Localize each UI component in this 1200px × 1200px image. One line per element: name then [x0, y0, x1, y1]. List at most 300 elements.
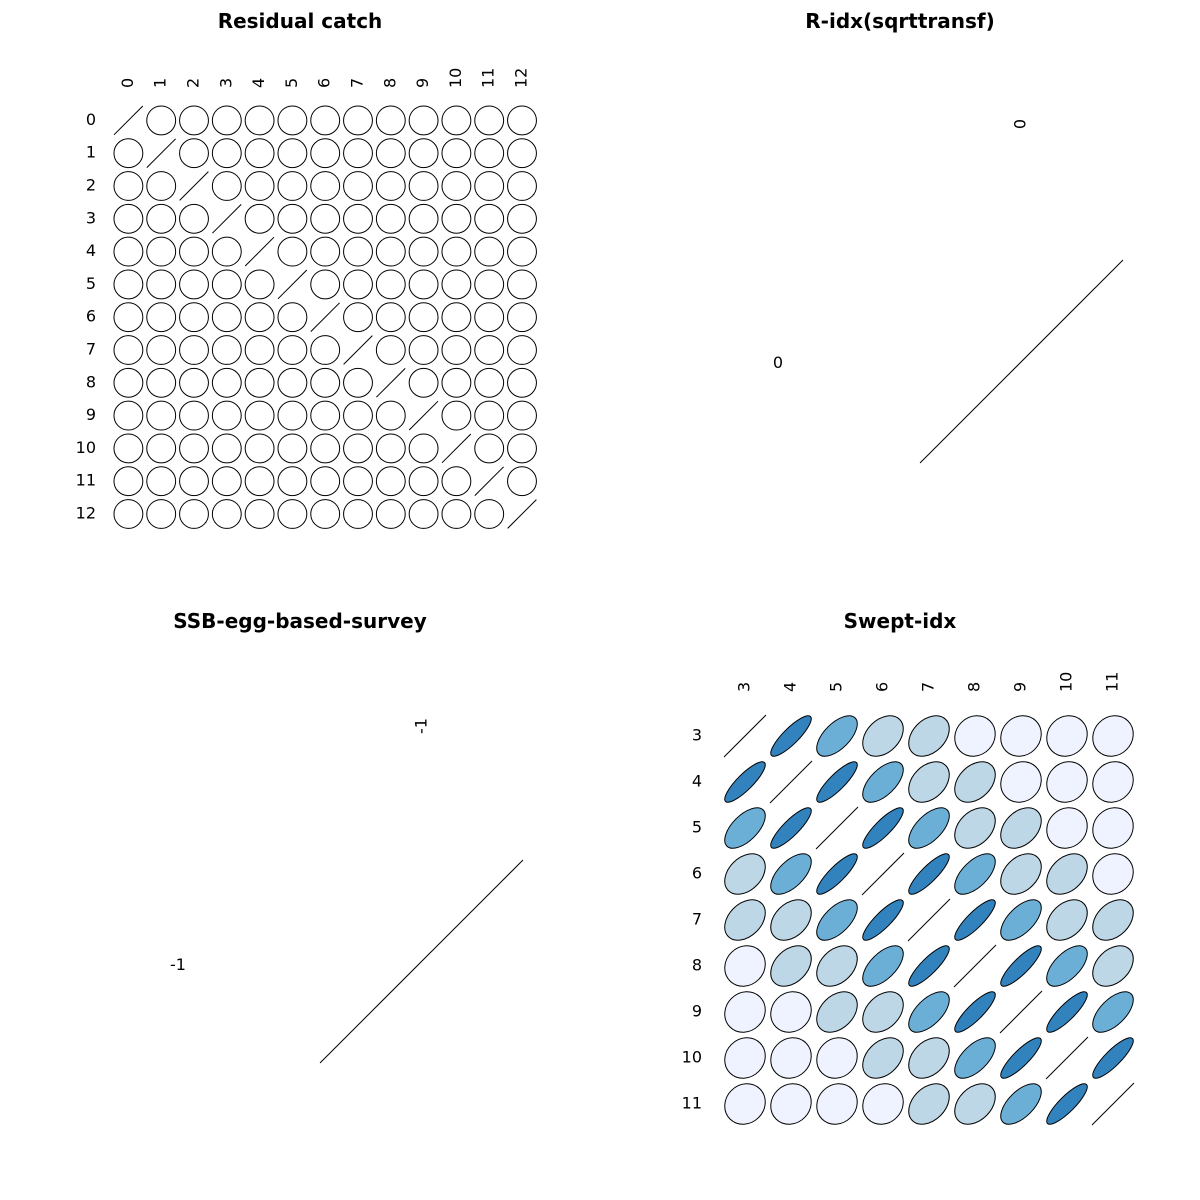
- correlation-ellipse: [403, 428, 444, 469]
- correlation-ellipse: [272, 461, 313, 502]
- correlation-ellipse: [206, 362, 247, 403]
- correlation-ellipse: [502, 166, 543, 207]
- correlation-ellipse: [436, 264, 477, 305]
- correlation-ellipse: [764, 847, 818, 901]
- correlation-ellipse: [305, 362, 346, 403]
- correlation-ellipse: [809, 938, 865, 994]
- correlation-ellipse: [174, 198, 215, 239]
- column-label: 2: [183, 77, 203, 88]
- correlation-ellipse: [1088, 1033, 1138, 1083]
- correlation-ellipse: [305, 100, 346, 141]
- diagonal-line: [508, 500, 537, 529]
- correlation-ellipse: [856, 939, 910, 993]
- correlation-ellipse: [403, 362, 444, 403]
- column-label: 8: [380, 77, 400, 88]
- correlation-ellipse: [469, 428, 510, 469]
- correlation-ellipse: [403, 330, 444, 371]
- correlation-ellipse: [141, 264, 182, 305]
- panel-title: SSB-egg-based-survey: [173, 609, 427, 633]
- correlation-ellipse: [1038, 753, 1095, 810]
- correlation-ellipse: [1042, 987, 1092, 1037]
- correlation-ellipse: [469, 100, 510, 141]
- correlation-ellipse: [305, 231, 346, 272]
- diagonal-line: [114, 106, 143, 135]
- column-label: 5: [826, 681, 846, 692]
- row-label: 2: [85, 175, 96, 195]
- correlation-ellipse: [174, 428, 215, 469]
- correlation-ellipse: [948, 1031, 1002, 1085]
- correlation-ellipse: [858, 895, 908, 945]
- correlation-ellipse: [206, 461, 247, 502]
- correlation-ellipse: [370, 264, 411, 305]
- correlation-ellipse: [1086, 985, 1140, 1039]
- correlation-ellipse: [856, 755, 910, 809]
- correlation-ellipse: [206, 133, 247, 174]
- row-label: 0: [772, 353, 784, 372]
- correlation-ellipse: [403, 231, 444, 272]
- correlation-ellipse: [469, 362, 510, 403]
- row-label: 6: [691, 863, 702, 883]
- correlation-ellipse: [810, 709, 864, 763]
- diagonal-line: [1000, 991, 1042, 1033]
- correlation-ellipse: [206, 330, 247, 371]
- correlation-ellipse: [763, 892, 819, 948]
- correlation-ellipse: [720, 757, 770, 807]
- row-label: 4: [691, 771, 702, 791]
- diagonal-line: [724, 715, 766, 757]
- diagonal-line: [245, 237, 274, 266]
- correlation-ellipse: [108, 494, 149, 535]
- correlation-ellipse: [502, 198, 543, 239]
- correlation-ellipse: [436, 166, 477, 207]
- correlation-ellipse: [108, 198, 149, 239]
- correlation-ellipse: [403, 494, 444, 535]
- correlation-ellipse: [502, 428, 543, 469]
- correlation-ellipse: [338, 231, 379, 272]
- correlation-ellipse: [716, 1075, 773, 1132]
- correlation-ellipse: [947, 754, 1003, 810]
- correlation-ellipse: [947, 1076, 1003, 1132]
- column-label: 10: [445, 67, 465, 88]
- correlation-ellipse: [996, 941, 1046, 991]
- correlation-ellipse: [272, 428, 313, 469]
- correlation-ellipse: [239, 428, 280, 469]
- correlation-ellipse: [716, 983, 773, 1040]
- correlation-ellipse: [950, 987, 1000, 1037]
- correlation-ellipse: [305, 264, 346, 305]
- correlation-ellipse: [370, 100, 411, 141]
- column-label: 11: [478, 67, 498, 88]
- correlation-ellipse: [901, 1076, 957, 1132]
- column-label: 7: [918, 681, 938, 692]
- correlation-ellipse: [436, 461, 477, 502]
- correlation-ellipse: [370, 133, 411, 174]
- correlation-ellipse: [718, 801, 772, 855]
- correlation-ellipse: [305, 395, 346, 436]
- panel-0: [76, 9, 543, 534]
- diagonal-line: [409, 401, 438, 430]
- correlation-ellipse: [206, 264, 247, 305]
- correlation-ellipse: [1085, 892, 1141, 948]
- row-label: 0: [85, 109, 96, 129]
- row-label: 8: [691, 955, 702, 975]
- correlation-ellipse: [1084, 707, 1141, 764]
- row-label: 5: [691, 817, 702, 837]
- correlation-ellipse: [502, 100, 543, 141]
- correlation-ellipse: [469, 166, 510, 207]
- column-label: 9: [413, 77, 433, 88]
- diagonal-line: [147, 139, 176, 168]
- column-label: 11: [1102, 671, 1122, 692]
- correlation-ellipse: [904, 849, 954, 899]
- correlation-ellipse: [305, 330, 346, 371]
- correlation-ellipse: [174, 395, 215, 436]
- correlation-ellipse: [502, 330, 543, 371]
- correlation-ellipse: [904, 941, 954, 991]
- correlation-ellipse: [174, 494, 215, 535]
- row-label: 12: [75, 503, 96, 523]
- correlation-ellipse: [174, 330, 215, 371]
- correlation-ellipse: [766, 803, 816, 853]
- correlation-ellipse: [338, 264, 379, 305]
- diagonal-line: [954, 945, 996, 987]
- row-label: 8: [85, 372, 96, 392]
- correlation-ellipse: [812, 849, 862, 899]
- correlation-ellipse: [902, 985, 956, 1039]
- correlation-ellipse: [141, 330, 182, 371]
- correlation-ellipse: [206, 428, 247, 469]
- correlation-ellipse: [338, 494, 379, 535]
- correlation-ellipse: [141, 231, 182, 272]
- correlation-ellipse: [108, 231, 149, 272]
- correlation-ellipse: [338, 461, 379, 502]
- correlation-ellipse: [108, 395, 149, 436]
- row-label: 3: [691, 725, 702, 745]
- correlation-ellipse: [403, 100, 444, 141]
- column-label: 7: [347, 77, 367, 88]
- correlation-ellipse: [901, 1030, 957, 1086]
- correlation-ellipse: [108, 428, 149, 469]
- correlation-ellipse: [272, 133, 313, 174]
- correlation-ellipse: [239, 362, 280, 403]
- correlation-ellipse: [950, 895, 1000, 945]
- column-label: 1: [150, 77, 170, 88]
- correlation-ellipse: [502, 133, 543, 174]
- correlation-ellipse: [370, 395, 411, 436]
- correlation-ellipse: [141, 395, 182, 436]
- correlation-ellipse: [338, 362, 379, 403]
- correlation-ellipse: [436, 100, 477, 141]
- column-label: 0: [1010, 118, 1030, 130]
- correlation-ellipse: [1042, 1079, 1092, 1129]
- column-label: 12: [511, 67, 531, 88]
- correlation-ellipse: [436, 362, 477, 403]
- row-label: 3: [85, 208, 96, 228]
- correlation-ellipse: [338, 297, 379, 338]
- row-label: 1: [85, 142, 96, 162]
- correlation-ellipse: [338, 133, 379, 174]
- correlation-ellipse: [762, 983, 819, 1040]
- correlation-ellipse: [174, 264, 215, 305]
- correlation-ellipse: [370, 428, 411, 469]
- correlation-ellipse: [403, 166, 444, 207]
- correlation-ellipse: [403, 297, 444, 338]
- correlation-ellipse: [717, 892, 773, 948]
- column-label: 6: [314, 77, 334, 88]
- diagonal-line: [311, 303, 340, 332]
- correlation-ellipse: [993, 800, 1049, 856]
- correlation-ellipse: [762, 1029, 819, 1086]
- correlation-ellipse: [206, 494, 247, 535]
- correlation-ellipse: [902, 801, 956, 855]
- correlation-ellipse: [808, 1075, 865, 1132]
- correlation-ellipse: [239, 461, 280, 502]
- correlation-ellipse: [370, 297, 411, 338]
- column-label: 6: [872, 681, 892, 692]
- row-label: 5: [85, 273, 96, 293]
- correlation-ellipse: [1085, 938, 1141, 994]
- correlation-ellipse: [141, 198, 182, 239]
- correlation-ellipse: [305, 198, 346, 239]
- correlation-ellipse: [141, 428, 182, 469]
- correlation-ellipse: [502, 362, 543, 403]
- correlation-ellipse: [370, 461, 411, 502]
- correlation-ellipse: [108, 330, 149, 371]
- correlation-ellipse: [108, 461, 149, 502]
- correlation-ellipse: [305, 494, 346, 535]
- column-label: 10: [1056, 671, 1076, 692]
- diagonal-line: [920, 260, 1123, 463]
- correlation-ellipse: [1039, 892, 1095, 948]
- panel-title: Swept-idx: [843, 609, 957, 633]
- correlation-ellipse: [370, 330, 411, 371]
- correlation-ellipse: [403, 461, 444, 502]
- column-label: 3: [734, 681, 754, 692]
- column-label: -1: [411, 718, 431, 734]
- correlation-ellipse: [436, 494, 477, 535]
- correlation-ellipse: [338, 428, 379, 469]
- row-label: 6: [85, 306, 96, 326]
- column-label: 9: [1010, 681, 1030, 692]
- correlation-ellipse: [502, 231, 543, 272]
- diagonal-line: [1046, 1037, 1088, 1079]
- correlation-ellipse: [854, 1075, 911, 1132]
- correlation-ellipse: [436, 297, 477, 338]
- correlation-ellipse: [436, 395, 477, 436]
- correlation-ellipse: [272, 100, 313, 141]
- correlation-ellipse: [272, 231, 313, 272]
- column-label: 8: [964, 681, 984, 692]
- row-label: 10: [681, 1047, 702, 1067]
- panel-3: [682, 609, 1142, 1133]
- correlation-ellipse: [338, 395, 379, 436]
- column-label: 3: [216, 77, 236, 88]
- correlation-ellipse: [502, 264, 543, 305]
- correlation-ellipse: [469, 494, 510, 535]
- correlation-ellipse: [994, 893, 1048, 947]
- correlation-ellipse: [901, 754, 957, 810]
- diagonal-line: [442, 434, 471, 463]
- correlation-ellipse: [502, 461, 543, 502]
- correlation-ellipse: [174, 231, 215, 272]
- correlation-ellipse: [469, 198, 510, 239]
- correlation-ellipse: [436, 198, 477, 239]
- correlation-ellipse: [174, 297, 215, 338]
- diagonal-line: [320, 860, 523, 1063]
- correlation-ellipse: [992, 707, 1049, 764]
- correlation-ellipse: [469, 297, 510, 338]
- correlation-ellipse: [403, 133, 444, 174]
- correlation-ellipse: [469, 133, 510, 174]
- diagonal-line: [212, 204, 241, 233]
- correlation-ellipse: [141, 362, 182, 403]
- row-label: 4: [85, 241, 96, 261]
- correlation-ellipse: [716, 1029, 773, 1086]
- diagonal-line: [1092, 1083, 1134, 1125]
- correlation-ellipse: [948, 847, 1002, 901]
- correlation-ellipse: [436, 133, 477, 174]
- correlation-ellipse: [108, 166, 149, 207]
- column-label: 4: [780, 681, 800, 692]
- correlation-ellipse: [174, 362, 215, 403]
- correlation-ellipse: [272, 494, 313, 535]
- correlation-ellipse: [272, 395, 313, 436]
- correlation-ellipse: [994, 1077, 1048, 1131]
- correlation-ellipse: [763, 938, 819, 994]
- correlation-ellipse: [469, 264, 510, 305]
- correlation-ellipse: [206, 231, 247, 272]
- correlation-ellipse: [1084, 753, 1141, 810]
- correlation-ellipse: [338, 198, 379, 239]
- correlation-ellipse: [141, 461, 182, 502]
- correlation-ellipse: [206, 166, 247, 207]
- correlation-ellipse: [174, 133, 215, 174]
- correlation-ellipse: [436, 330, 477, 371]
- diagonal-line: [908, 899, 950, 941]
- correlation-ellipse: [993, 846, 1049, 902]
- correlation-ellipse: [305, 133, 346, 174]
- correlation-ellipse: [272, 166, 313, 207]
- correlation-ellipse: [239, 166, 280, 207]
- correlation-ellipse: [403, 264, 444, 305]
- diagonal-line: [344, 336, 373, 365]
- panel-title: Residual catch: [217, 9, 383, 33]
- correlation-ellipse: [1040, 939, 1094, 993]
- correlation-ellipse: [469, 395, 510, 436]
- correlation-ellipse: [108, 362, 149, 403]
- correlation-ellipse: [239, 395, 280, 436]
- correlation-ellipse: [855, 708, 911, 764]
- correlation-ellipse: [108, 297, 149, 338]
- correlation-ellipse: [810, 893, 864, 947]
- diagonal-line: [475, 467, 504, 496]
- correlation-ellipse: [855, 984, 911, 1040]
- correlation-ellipse: [141, 100, 182, 141]
- correlation-ellipse: [338, 100, 379, 141]
- correlation-ellipse: [1084, 799, 1141, 856]
- row-label: 10: [75, 437, 96, 457]
- correlation-ellipse: [370, 231, 411, 272]
- correlation-ellipse: [855, 1030, 911, 1086]
- column-label: 0: [117, 77, 137, 88]
- row-label: 7: [85, 339, 96, 359]
- correlation-ellipse: [370, 166, 411, 207]
- correlation-ellipse: [901, 708, 957, 764]
- correlation-ellipse: [716, 937, 773, 994]
- correlation-ellipse: [141, 297, 182, 338]
- row-label: 11: [75, 470, 96, 490]
- correlation-ellipse: [206, 297, 247, 338]
- correlation-ellipse: [996, 1033, 1046, 1083]
- diagonal-line: [180, 172, 209, 201]
- panel-2: [170, 609, 523, 1063]
- correlation-ellipse: [469, 231, 510, 272]
- correlation-ellipse: [502, 297, 543, 338]
- correlation-ellipse: [239, 330, 280, 371]
- correlation-ellipse: [272, 198, 313, 239]
- correlation-ellipse: [239, 133, 280, 174]
- correlation-ellipse: [239, 198, 280, 239]
- correlation-ellipse: [108, 133, 149, 174]
- correlation-ellipse: [239, 264, 280, 305]
- column-label: 5: [281, 77, 301, 88]
- correlation-ellipse: [272, 362, 313, 403]
- correlation-ellipse: [141, 494, 182, 535]
- correlation-ellipse: [1038, 799, 1095, 856]
- correlation-ellipse: [370, 198, 411, 239]
- correlation-ellipse: [808, 1029, 865, 1086]
- correlation-ellipse: [272, 297, 313, 338]
- correlation-ellipse: [206, 100, 247, 141]
- correlation-ellipse: [502, 395, 543, 436]
- row-label: 11: [681, 1093, 702, 1113]
- correlation-ellipse: [272, 330, 313, 371]
- correlation-ellipse: [108, 264, 149, 305]
- diagonal-line: [816, 807, 858, 849]
- correlation-ellipse: [1084, 845, 1141, 902]
- correlation-ellipse: [239, 100, 280, 141]
- correlation-ellipse: [1038, 707, 1095, 764]
- correlation-ellipse: [762, 1075, 819, 1132]
- correlation-ellipse: [946, 707, 1003, 764]
- correlation-ellipse: [809, 984, 865, 1040]
- correlation-ellipse: [812, 757, 862, 807]
- correlation-ellipse: [370, 494, 411, 535]
- panel-title: R-idx(sqrttransf): [805, 9, 995, 33]
- diagonal-line: [770, 761, 812, 803]
- correlation-ellipse: [947, 800, 1003, 856]
- row-label: 7: [691, 909, 702, 929]
- correlation-ellipse: [239, 494, 280, 535]
- correlation-ellipse: [206, 395, 247, 436]
- diagonal-line: [862, 853, 904, 895]
- diagonal-line: [278, 270, 307, 299]
- correlation-ellipse: [305, 461, 346, 502]
- correlation-ellipse: [766, 711, 816, 761]
- correlation-ellipse: [1039, 846, 1095, 902]
- diagonal-line: [376, 368, 405, 397]
- correlation-ellipse: [403, 198, 444, 239]
- column-label: 4: [249, 77, 269, 88]
- correlation-ellipse: [858, 803, 908, 853]
- correlation-ellipse: [239, 297, 280, 338]
- row-label: -1: [170, 955, 186, 974]
- correlation-ellipse: [141, 166, 182, 207]
- correlation-ellipse: [305, 428, 346, 469]
- correlation-ellipse: [717, 846, 773, 902]
- correlation-ellipse: [174, 461, 215, 502]
- correlation-ellipse: [338, 166, 379, 207]
